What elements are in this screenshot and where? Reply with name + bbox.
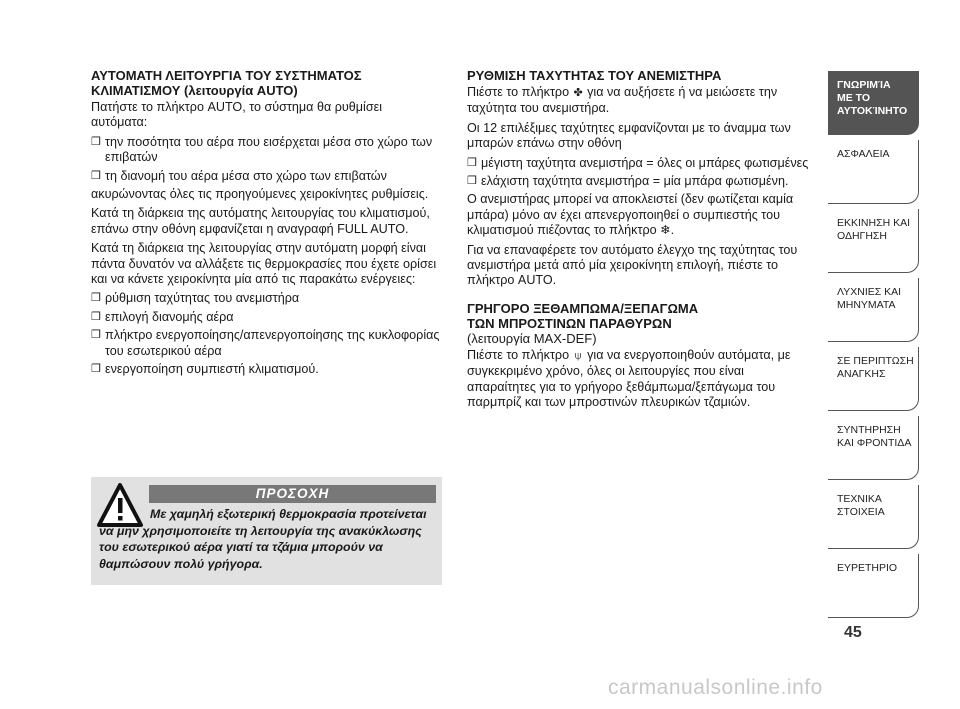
paragraph: Κατά τη διάρκεια της αυτόματης λειτουργίας του κλιματισμού, επάνω στην οθόνη εμφανίζεται η αναγραφή FULL AUTO. bbox=[91, 206, 430, 236]
paragraph: Για να επαναφέρετε τον αυτόματο έλεγχο της ταχύτητας του ανεμιστήρα μετά από μία χειροκίνητη επιλογή, πιέστε το πλήκτρο AUTO. bbox=[467, 242, 798, 288]
paragraph: Πιέστε το πλήκτρο ✤ για να αυξήσετε ή να μειώσετε την ταχύτητα του ανεμιστήρα. bbox=[467, 85, 778, 116]
list-item: ❒ πλήκτρο ενεργοποίησης/απενεργοποίησης της κυκλοφορίας του εσωτερικού αέρα bbox=[91, 328, 441, 359]
left-column bbox=[91, 68, 441, 381]
list-item: ❒ ενεργοποίηση συμπιεστή κλιματισμού. bbox=[91, 362, 441, 377]
warning-text: Με χαμηλή εξωτερική θερμοκρασία προτείνεται να μην χρησιμοποιείτε τη λειτουργία της ανακύκλωσης του εσωτερικού αέρα γιατί τα τζάμια μπορούν να θαμπώσουν πολύ γρήγορα. bbox=[99, 507, 427, 571]
max-def-heading: ΓΡΗΓΟΡΟ ΞΕΘΑΜΠΩΜΑ/ΞΕΠΑΓΩΜΑ ΤΩΝ ΜΠΡΟΣΤΙΝΩΝ ΠΑΡΑΘΥΡΩΝ (λειτουργία MAX-DEF) bbox=[467, 300, 699, 346]
warning-box bbox=[91, 477, 442, 585]
list-item: ❒ ρύθμιση ταχύτητας του ανεμιστήρα bbox=[91, 291, 441, 306]
paragraph: ακυρώνοντας όλες τις προηγούμενες χειροκίνητες ρυθμίσεις. bbox=[91, 187, 429, 202]
tab-warning-lights[interactable]: ΛΥΧΝΙΕΣ ΚΑΙ ΜΗΝΥΜΑΤΑ bbox=[828, 278, 919, 342]
page-number: 45 bbox=[844, 624, 862, 641]
tab-starting-driving[interactable]: ΕΚΚΙΝΗΣΗ ΚΑΙ ΟΔΗΓΗΣΗ bbox=[828, 209, 919, 273]
list-item: ❒ μέγιστη ταχύτητα ανεμιστήρα = όλες οι μπάρες φωτισμένες bbox=[467, 156, 815, 171]
paragraph: Οι 12 επιλέξιμες ταχύτητες εμφανίζονται με το άναμμα των μπαρών επάνω στην οθόνη bbox=[467, 120, 791, 151]
tab-index[interactable]: ΕΥΡΕΤΗΡΙΟ bbox=[828, 554, 919, 618]
tab-maintenance[interactable]: ΣΥΝΤΗΡΗΣΗ ΚΑΙ ΦΡΟΝΤΙΔΑ bbox=[828, 416, 919, 480]
list-item: ❒ τη διανομή του αέρα μέσα στο χώρο των επιβατών bbox=[91, 169, 441, 184]
windshield-defrost-icon: ⍦ bbox=[574, 349, 582, 362]
tab-technical-data[interactable]: ΤΕΧΝΙΚΑ ΣΤΟΙΧΕΙΑ bbox=[828, 485, 919, 549]
paragraph: Πατήστε το πλήκτρο AUTO, το σύστημα θα ρυθμίσει αυτόματα: bbox=[91, 100, 383, 130]
fan-speed-heading: ΡΥΘΜΙΣΗ ΤΑΧΥΤΗΤΑΣ ΤΟΥ ΑΝΕΜΙΣΤΗΡΑ bbox=[467, 68, 722, 83]
paragraph: Πιέστε το πλήκτρο ⍦ για να ενεργοποιηθούν αυτόματα, με συγκεκριμένο χρόνο, όλες οι λειτουργίες που είναι απαραίτητες για το γρήγορο ξεθάμπωμα/ξεπάγωμα του παρμπρίζ και των μπροστινών πλευρικών τζαμιών. bbox=[467, 347, 791, 410]
warning-title: ΠΡΟΣΟΧΗ bbox=[149, 485, 436, 503]
paragraph: Κατά τη διάρκεια της λειτουργίας στην αυτόματη μορφή είναι πάντα δυνατόν να αλλάξετε τις θερμοκρασίες που έχετε ορίσει και να κάνετε χειροκίνητα μία από τις παρακάτω ενέργειες: bbox=[91, 241, 437, 287]
fan-icon: ✤ bbox=[573, 87, 583, 99]
watermark: carmanualsonline.info bbox=[608, 676, 823, 699]
middle-column bbox=[467, 68, 815, 415]
list-item: ❒ επιλογή διανομής αέρα bbox=[91, 310, 441, 325]
tab-getting-to-know-car[interactable]: ΓΝΩΡΙΜΊΑ ΜΕ ΤΟ ΑΥΤΟΚΊΝΗΤΟ bbox=[828, 71, 919, 135]
auto-mode-heading: ΑΥΤΟΜΑΤΗ ΛΕΙΤΟΥΡΓΙΑ ΤΟΥ ΣΥΣΤΗΜΑΤΟΣ ΚΛΙΜΑΤΙΣΜΟΥ (λειτουργία AUTO) bbox=[91, 68, 362, 98]
list-item: ❒ την ποσότητα του αέρα που εισέρχεται μέσα στο χώρο των επιβατών bbox=[91, 135, 441, 166]
tab-emergency[interactable]: ΣΕ ΠΕΡΙΠΤΩΣΗ ΑΝΑΓΚΗΣ bbox=[828, 347, 919, 411]
tab-safety[interactable]: ΑΣΦΑΛΕΙΑ bbox=[828, 140, 919, 204]
paragraph: Ο ανεμιστήρας μπορεί να αποκλειστεί (δεν φωτίζεται καμία μπάρα) μόνο αν έχει απενεργοποιηθεί ο συμπιεστής του κλιματισμού πιέζοντας το πλήκτρο ❄. bbox=[467, 192, 794, 238]
list-item: ❒ ελάχιστη ταχύτητα ανεμιστήρα = μία μπάρα φωτισμένη. bbox=[467, 174, 815, 189]
chapter-tabs bbox=[828, 71, 919, 623]
